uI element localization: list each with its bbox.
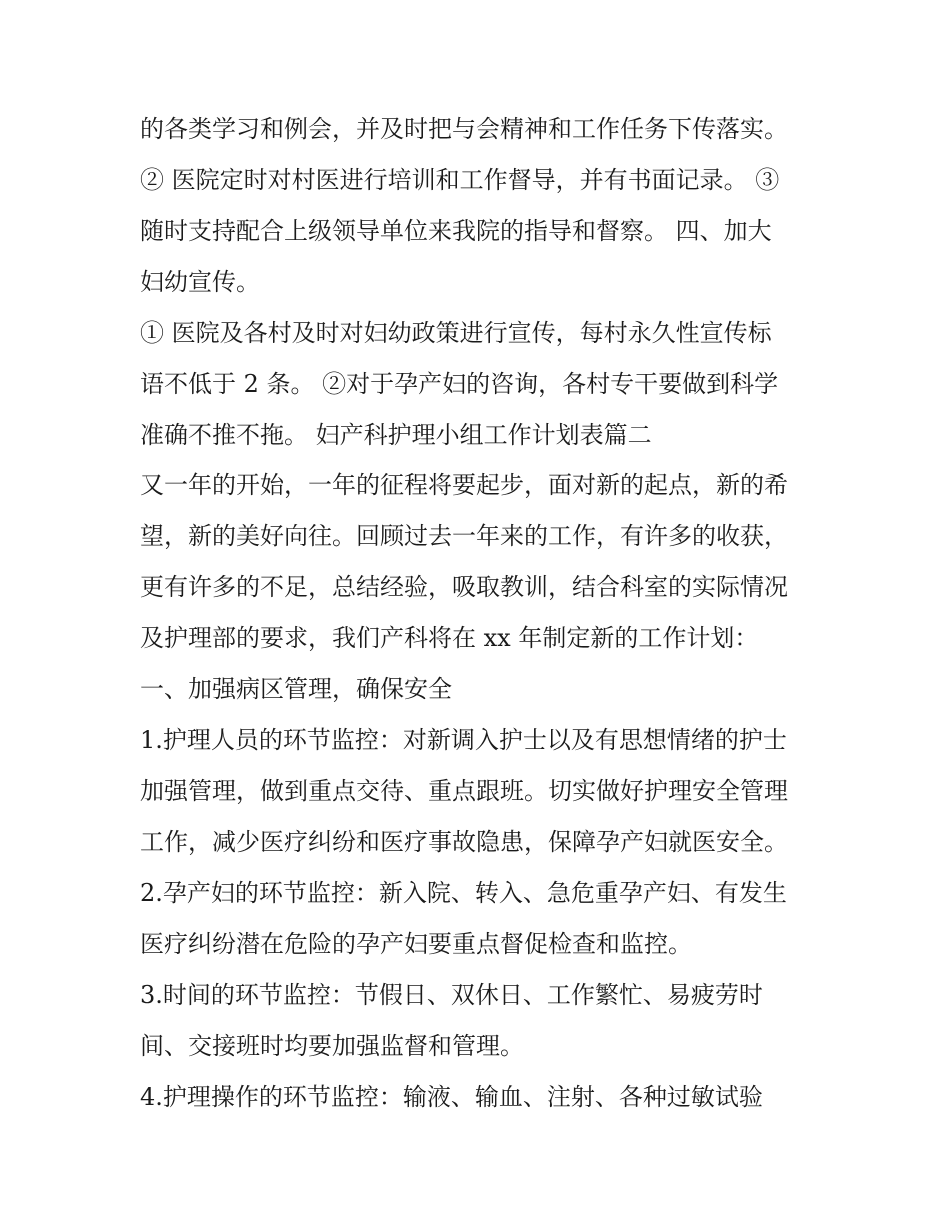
text-line: 望，新的美好向往。回顾过去一年来的工作，有许多的收获， [140,522,788,550]
text-line: 语不低于 2 条。 ②对于孕产妇的咨询，各村专干要做到科学 [140,370,779,398]
text-line: 4.护理操作的环节监控：输液、输血、注射、各种过敏试验 [140,1083,763,1111]
text-line: 加强管理，做到重点交待、重点跟班。切实做好护理安全管理 [140,777,788,805]
text-line: 随时支持配合上级领导单位来我院的指导和督察。 四、加大 [140,217,772,245]
text-line: 工作，减少医疗纠纷和医疗事故隐患，保障孕产妇就医安全。 [140,828,788,856]
text-line: 2.孕产妇的环节监控：新入院、转入、急危重孕产妇、有发生 [140,879,787,907]
text-line: 妇幼宣传。 [140,268,260,296]
text-line: 的各类学习和例会，并及时把与会精神和工作任务下传落实。 [140,115,788,143]
text-line: 3.时间的环节监控：节假日、双休日、工作繁忙、易疲劳时 [140,981,763,1009]
text-line: 1.护理人员的环节监控：对新调入护士以及有思想情绪的护士 [140,726,787,754]
text-line: ① 医院及各村及时对妇幼政策进行宣传，每村永久性宣传标 [140,319,772,347]
text-line: ② 医院定时对村医进行培训和工作督导，并有书面记录。 ③ [140,166,780,194]
text-line: 准确不推不拖。 妇产科护理小组工作计划表篇二 [140,421,652,449]
section-heading: 一、加强病区管理，确保安全 [140,675,452,703]
text-line: 更有许多的不足，总结经验，吸取教训，结合科室的实际情况 [140,573,788,601]
text-line: 医疗纠纷潜在危险的孕产妇要重点督促检查和监控。 [140,930,692,958]
text-line: 又一年的开始，一年的征程将要起步，面对新的起点，新的希 [140,471,788,499]
text-line: 间、交接班时均要加强监督和管理。 [140,1032,524,1060]
text-line: 及护理部的要求，我们产科将在 xx 年制定新的工作计划： [140,624,759,652]
